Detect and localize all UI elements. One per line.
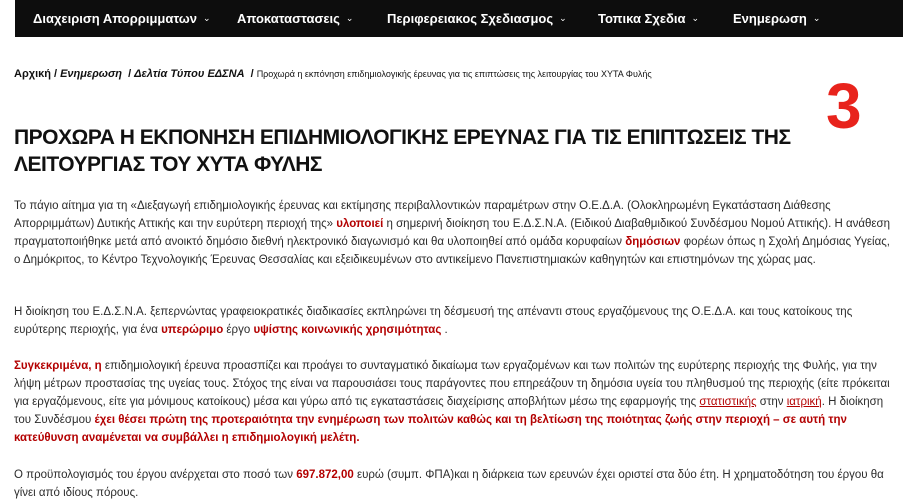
chevron-down-icon: ⌄ bbox=[203, 13, 211, 23]
budget-amount: 697.872,00 bbox=[296, 469, 354, 481]
highlight: έχει θέσει πρώτη της προτεραιότητα την ενημέρωση των πολιτών καθώς και τη βελτίωση της ποιότητας ζωής στην περιοχή – σε αυτή την κατεύθυνση αναμένεται να συμβάλλει η επιδημιολογική μελέτη. bbox=[14, 414, 847, 444]
nav-item-label: Ενημερωση bbox=[733, 11, 807, 26]
breadcrumb-current: Προχωρά η εκπόνηση επιδημιολογικής έρευνας για τις επιπτώσεις της λειτουργίας του ΧΥΤΑ Φυλής bbox=[256, 69, 652, 79]
breadcrumb-home[interactable]: Αρχική bbox=[14, 68, 51, 80]
article-paragraph-1 bbox=[14, 197, 894, 269]
text: Ο προϋπολογισμός του έργου ανέρχεται στο ποσό των bbox=[14, 469, 297, 481]
chevron-down-icon: ⌄ bbox=[691, 13, 700, 23]
text: ευρώ (συμπ. ΦΠΑ)και η διάρκεια των ερευνών έχει οριστεί στα δύο έτη. Η χρηματοδότηση του έργου θα γίνει από ιδίους πόρους. bbox=[14, 469, 884, 499]
nav-item-news[interactable] bbox=[733, 11, 820, 26]
article-paragraph-2 bbox=[14, 303, 894, 339]
chevron-down-icon: ⌄ bbox=[559, 13, 567, 23]
text: Η διοίκηση του Ε.Δ.Σ.Ν.Α. ξεπερνώντας γραφειοκρατικές διαδικασίες εκπληρώνει τη δέσμευσή της απέναντι στους εργαζόμενους της Ο.Ε.Δ.Α. και τους κατοίκους της ευρύτερης περιοχής, για ένα bbox=[14, 306, 853, 336]
nav-item-local-plans[interactable] bbox=[598, 11, 699, 26]
text: η σημερινή διοίκηση του Ε.Δ.Σ.Ν.Α. (Ειδικού Διαβαθμιδικού Συνδέσμου Νομού Αττικής). Η ανάθεση πραγματοποιήθηκε μετά από ανοικτό δημόσιο διεθνή ηλεκτρονικό διαγωνισμό και θα υλοποιηθεί από ομάδα κορυφαίων bbox=[14, 218, 891, 248]
highlight: υπερώριμο bbox=[161, 324, 224, 336]
breadcrumb-press-releases[interactable]: Δελτία Τύπου ΕΔΣΝΑ bbox=[134, 68, 245, 80]
highlight: δημόσιων bbox=[625, 236, 681, 248]
breadcrumb-news[interactable]: Ενημερωση bbox=[60, 68, 122, 80]
breadcrumb bbox=[14, 68, 652, 80]
text: Το πάγιο αίτημα για τη «Διεξαγωγή επιδημιολογικής έρευνας και εκτίμησης περιβαλλοντικών παραμέτρων στην Ο.Ε.Δ.Α. (Ολοκληρωμένη Εγκατάσταση Διάθεσης Απορριμμάτων) Δυτικής Αττικής και την ευρύτερη περιοχή της» bbox=[14, 200, 831, 230]
breadcrumb-separator: / bbox=[128, 68, 132, 80]
link-medicine[interactable]: ιατρική bbox=[786, 396, 822, 408]
text: επιδημιολογική έρευνα προασπίζει και προάγει το συνταγματικό δικαίωμα των εργαζομένων και των πολιτών της ευρύτερης περιοχής της Φυλής, για την λήψη μέτρων προστασίας της υγείας τους. Στόχος της είναι να παρουσιάσει τους παράγοντες που επηρεάζουν τη δημόσια υγεία του πληθυσμού της περιοχής (είτε πρόκειται για εργαζόμενους, είτε για μόνιμους κατοίκους) μέσα και γύρω από τις εγκαταστάσεις διαχείρισης αποβλήτων μέσω της εφαρμογής της bbox=[14, 360, 890, 408]
article-paragraph-4 bbox=[14, 466, 894, 502]
highlight: υψίστης κοινωνικής χρησιμότητας bbox=[253, 324, 442, 336]
nav-item-restorations[interactable] bbox=[237, 11, 353, 26]
text: . bbox=[441, 324, 448, 336]
article-title: ΠΡΟΧΩΡΑ Η ΕΚΠΟΝΗΣΗ ΕΠΙΔΗΜΙΟΛΟΓΙΚΗΣ ΕΡΕΥΝΑΣ ΓΙΑ ΤΙΣ ΕΠΙΠΤΩΣΕΙΣ ΤΗΣ ΛΕΙΤΟΥΡΓΙΑΣ ΤΟΥ ΧΥΤΑ ΦΥΛΗΣ bbox=[14, 126, 791, 176]
chevron-down-icon: ⌄ bbox=[345, 13, 354, 23]
text: στην bbox=[756, 396, 787, 408]
breadcrumb-separator: / bbox=[250, 68, 254, 80]
chevron-down-icon: ⌄ bbox=[812, 13, 821, 23]
breadcrumb-separator: / bbox=[54, 68, 58, 80]
nav-item-label: Διαχειριση Απορριμματων bbox=[33, 11, 197, 26]
article-paragraph-3 bbox=[14, 357, 894, 447]
nav-item-label: Τοπικα Σχεδια bbox=[598, 11, 686, 26]
text: . Η διοίκηση του Συνδέσμου bbox=[14, 396, 884, 426]
text: έργο bbox=[223, 324, 254, 336]
text: φορέων όπως η Σχολή Δημόσιας Υγείας, ο Δημόκριτος, το Κέντρο Τεχνολογικής Έρευνας Θεσσαλίας και εξειδικευμένων στο αντικείμενο Πανεπιστημιακών καθηγητών και επιστημόνων της χώρας μας. bbox=[14, 236, 890, 266]
badge-number: 3 bbox=[826, 70, 862, 142]
link-statistics[interactable]: στατιστικής bbox=[699, 396, 757, 408]
nav-item-regional-planning[interactable] bbox=[387, 11, 567, 26]
highlight: υλοποιεί bbox=[336, 218, 384, 230]
nav-item-label: Περιφερειακος Σχεδιασμος bbox=[387, 11, 554, 26]
highlight: Συγκεκριμένα, η bbox=[14, 360, 102, 372]
nav-item-waste-management[interactable] bbox=[33, 11, 211, 26]
nav-item-label: Αποκαταστασεις bbox=[237, 11, 340, 26]
main-nav bbox=[15, 0, 903, 37]
